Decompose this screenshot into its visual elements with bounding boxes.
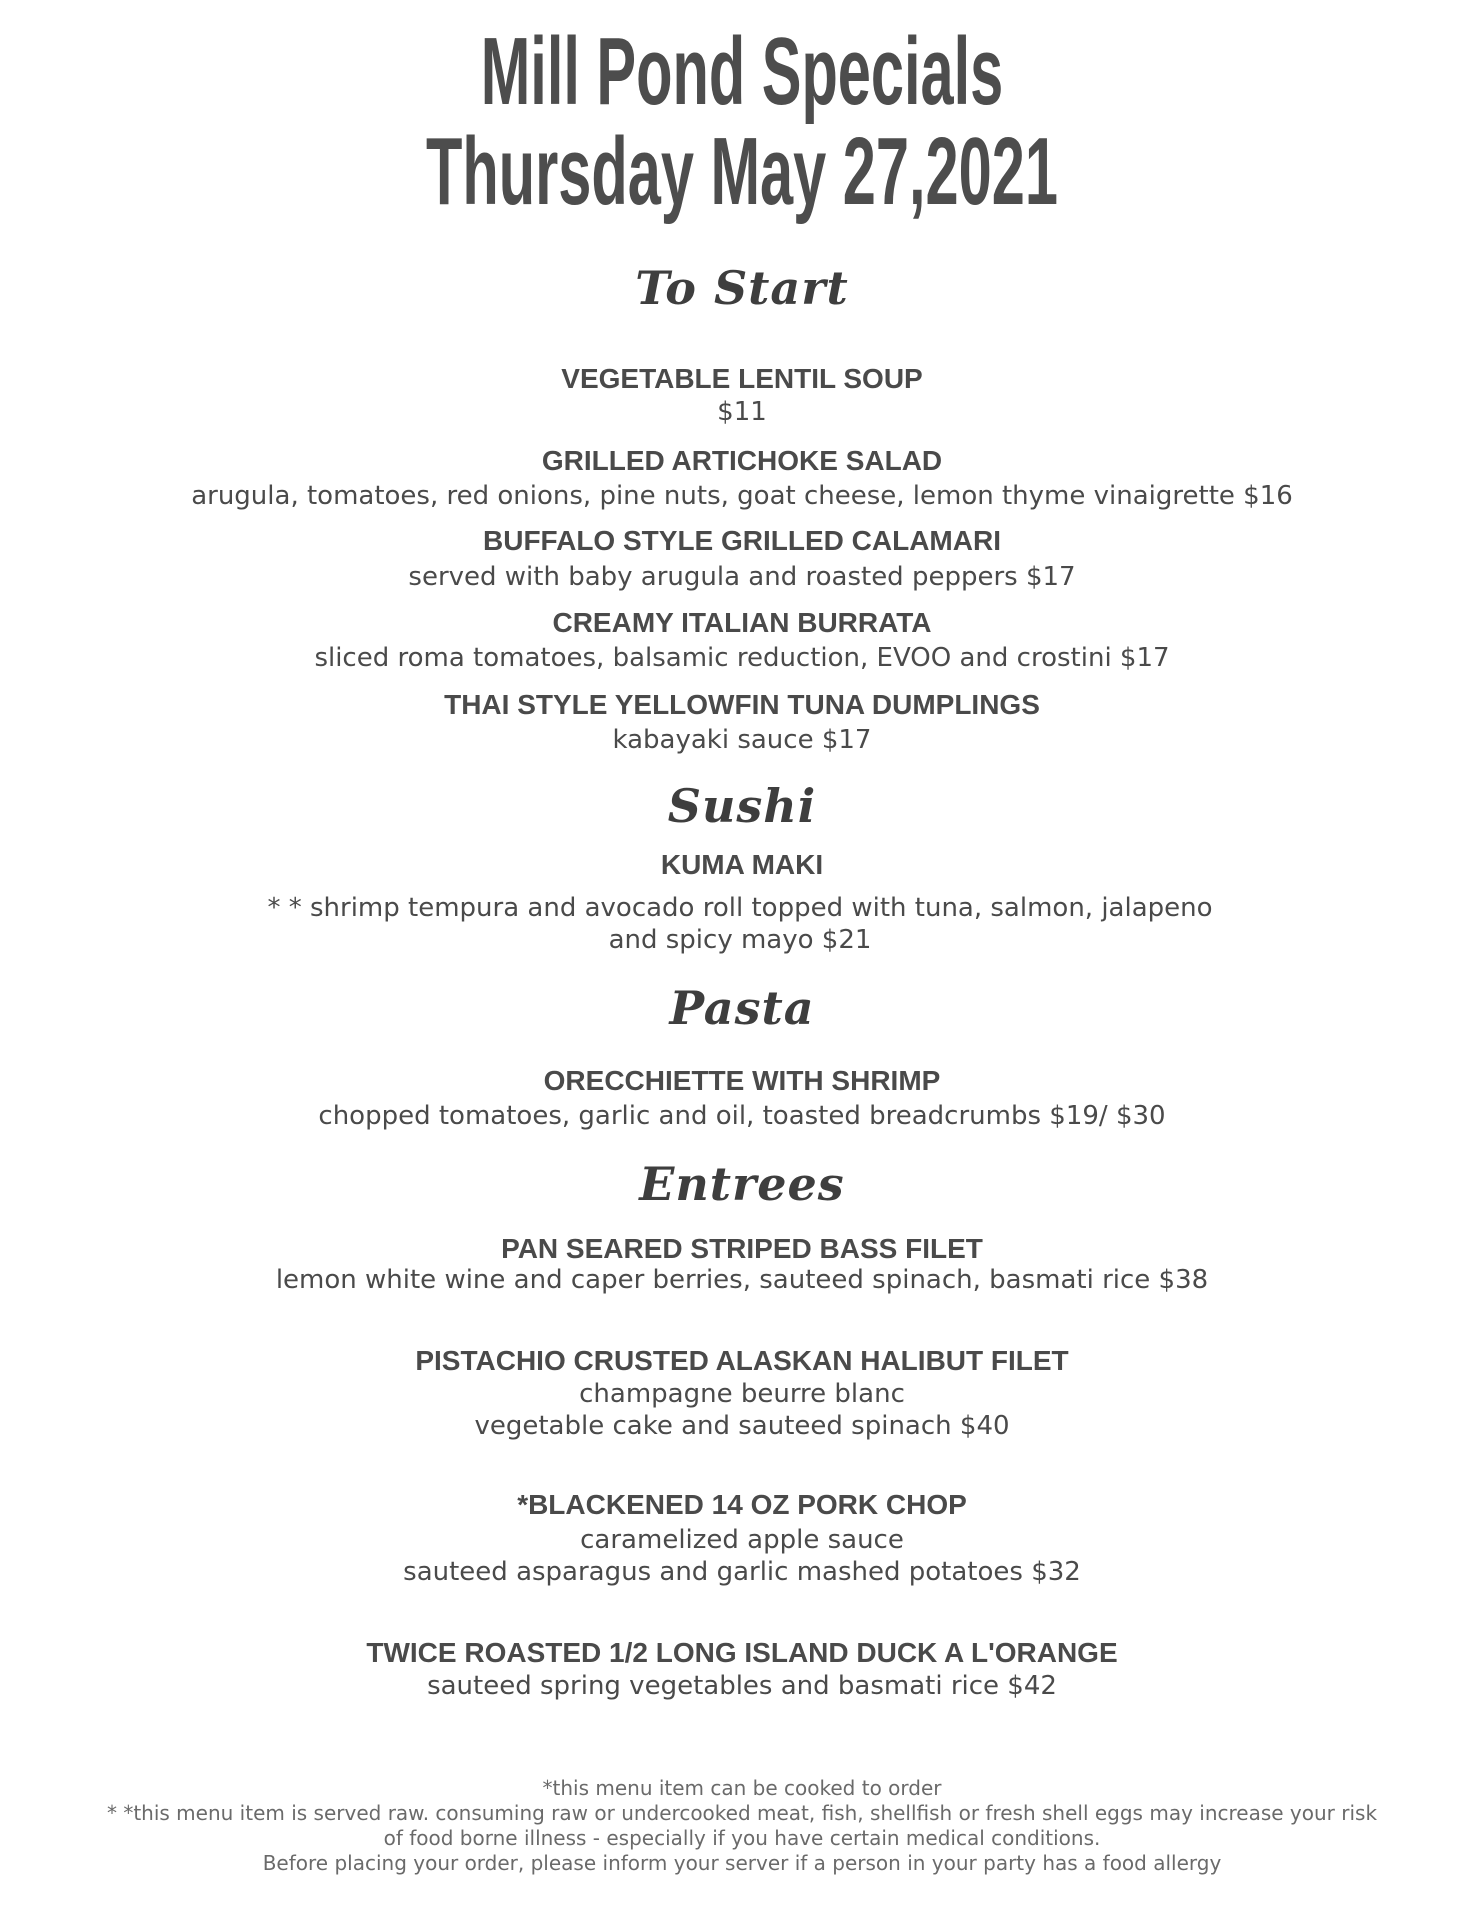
item-name: TWICE ROASTED 1/2 LONG ISLAND DUCK A L'ORANGE [366, 1637, 1118, 1668]
item-name: VEGETABLE LENTIL SOUP [561, 363, 923, 394]
item-description: sauteed asparagus and garlic mashed potatoes $32 [403, 1557, 1081, 1587]
item-name: GRILLED ARTICHOKE SALAD [541, 445, 943, 476]
item-description: lemon white wine and caper berries, sauteed spinach, basmati rice $38 [275, 1265, 1209, 1295]
item-name: ORECCHIETTE WITH SHRIMP [543, 1065, 941, 1096]
section-heading-pasta: Pasta [669, 981, 815, 1035]
section-heading-sushi: Sushi [667, 779, 817, 833]
item-name: CREAMY ITALIAN BURRATA [552, 607, 932, 638]
item-description: caramelized apple sauce [580, 1525, 904, 1555]
section-heading-entrees: Entrees [639, 1157, 845, 1211]
item-description: kabayaki sauce $17 [612, 725, 872, 755]
item-description: arugula, tomatoes, red onions, pine nuts, goat cheese, lemon thyme vinaigrette $16 [191, 481, 1293, 511]
item-name: KUMA MAKI [660, 849, 824, 880]
item-name: PISTACHIO CRUSTED ALASKAN HALIBUT FILET [415, 1345, 1069, 1376]
item-description: * * shrimp tempura and avocado roll topped with tuna, salmon, jalapeno and spicy mayo $21 [267, 893, 1213, 955]
item-name: BUFFALO STYLE GRILLED CALAMARI [483, 525, 1001, 556]
item-name: PAN SEARED STRIPED BASS FILET [501, 1233, 983, 1264]
item-description: sauteed spring vegetables and basmati rice $42 [427, 1671, 1057, 1701]
item-description: vegetable cake and sauteed spinach $40 [474, 1411, 1010, 1441]
item-description: served with baby arugula and roasted peppers $17 [408, 562, 1076, 592]
item-description: sliced roma tomatoes, balsamic reduction, EVOO and crostini $17 [314, 643, 1170, 673]
item-price: $11 [717, 397, 767, 427]
footnote-allergy: Before placing your order, please inform your server if a person in your party has a food allergy [262, 1851, 1222, 1875]
section-heading-to-start: To Start [635, 261, 849, 315]
footnote-raw-warning: * *this menu item is served raw. consuming raw or undercooked meat, fish, shellfish or fresh shell eggs may increase your risk [106, 1801, 1378, 1825]
menu-title: Mill Pond Specials [480, 18, 1004, 125]
item-description: chopped tomatoes, garlic and oil, toasted breadcrumbs $19/ $30 [318, 1101, 1166, 1131]
menu-date: Thursday May 27,2021 [426, 118, 1058, 225]
item-name: THAI STYLE YELLOWFIN TUNA DUMPLINGS [444, 689, 1040, 720]
footnote-cooked-to-order: *this menu item can be cooked to order [542, 1776, 942, 1800]
item-name: *BLACKENED 14 OZ PORK CHOP [517, 1489, 967, 1520]
item-description: champagne beurre blanc [579, 1379, 905, 1409]
footnote-raw-warning-cont: of food borne illness - especially if you have certain medical conditions. [383, 1826, 1101, 1850]
